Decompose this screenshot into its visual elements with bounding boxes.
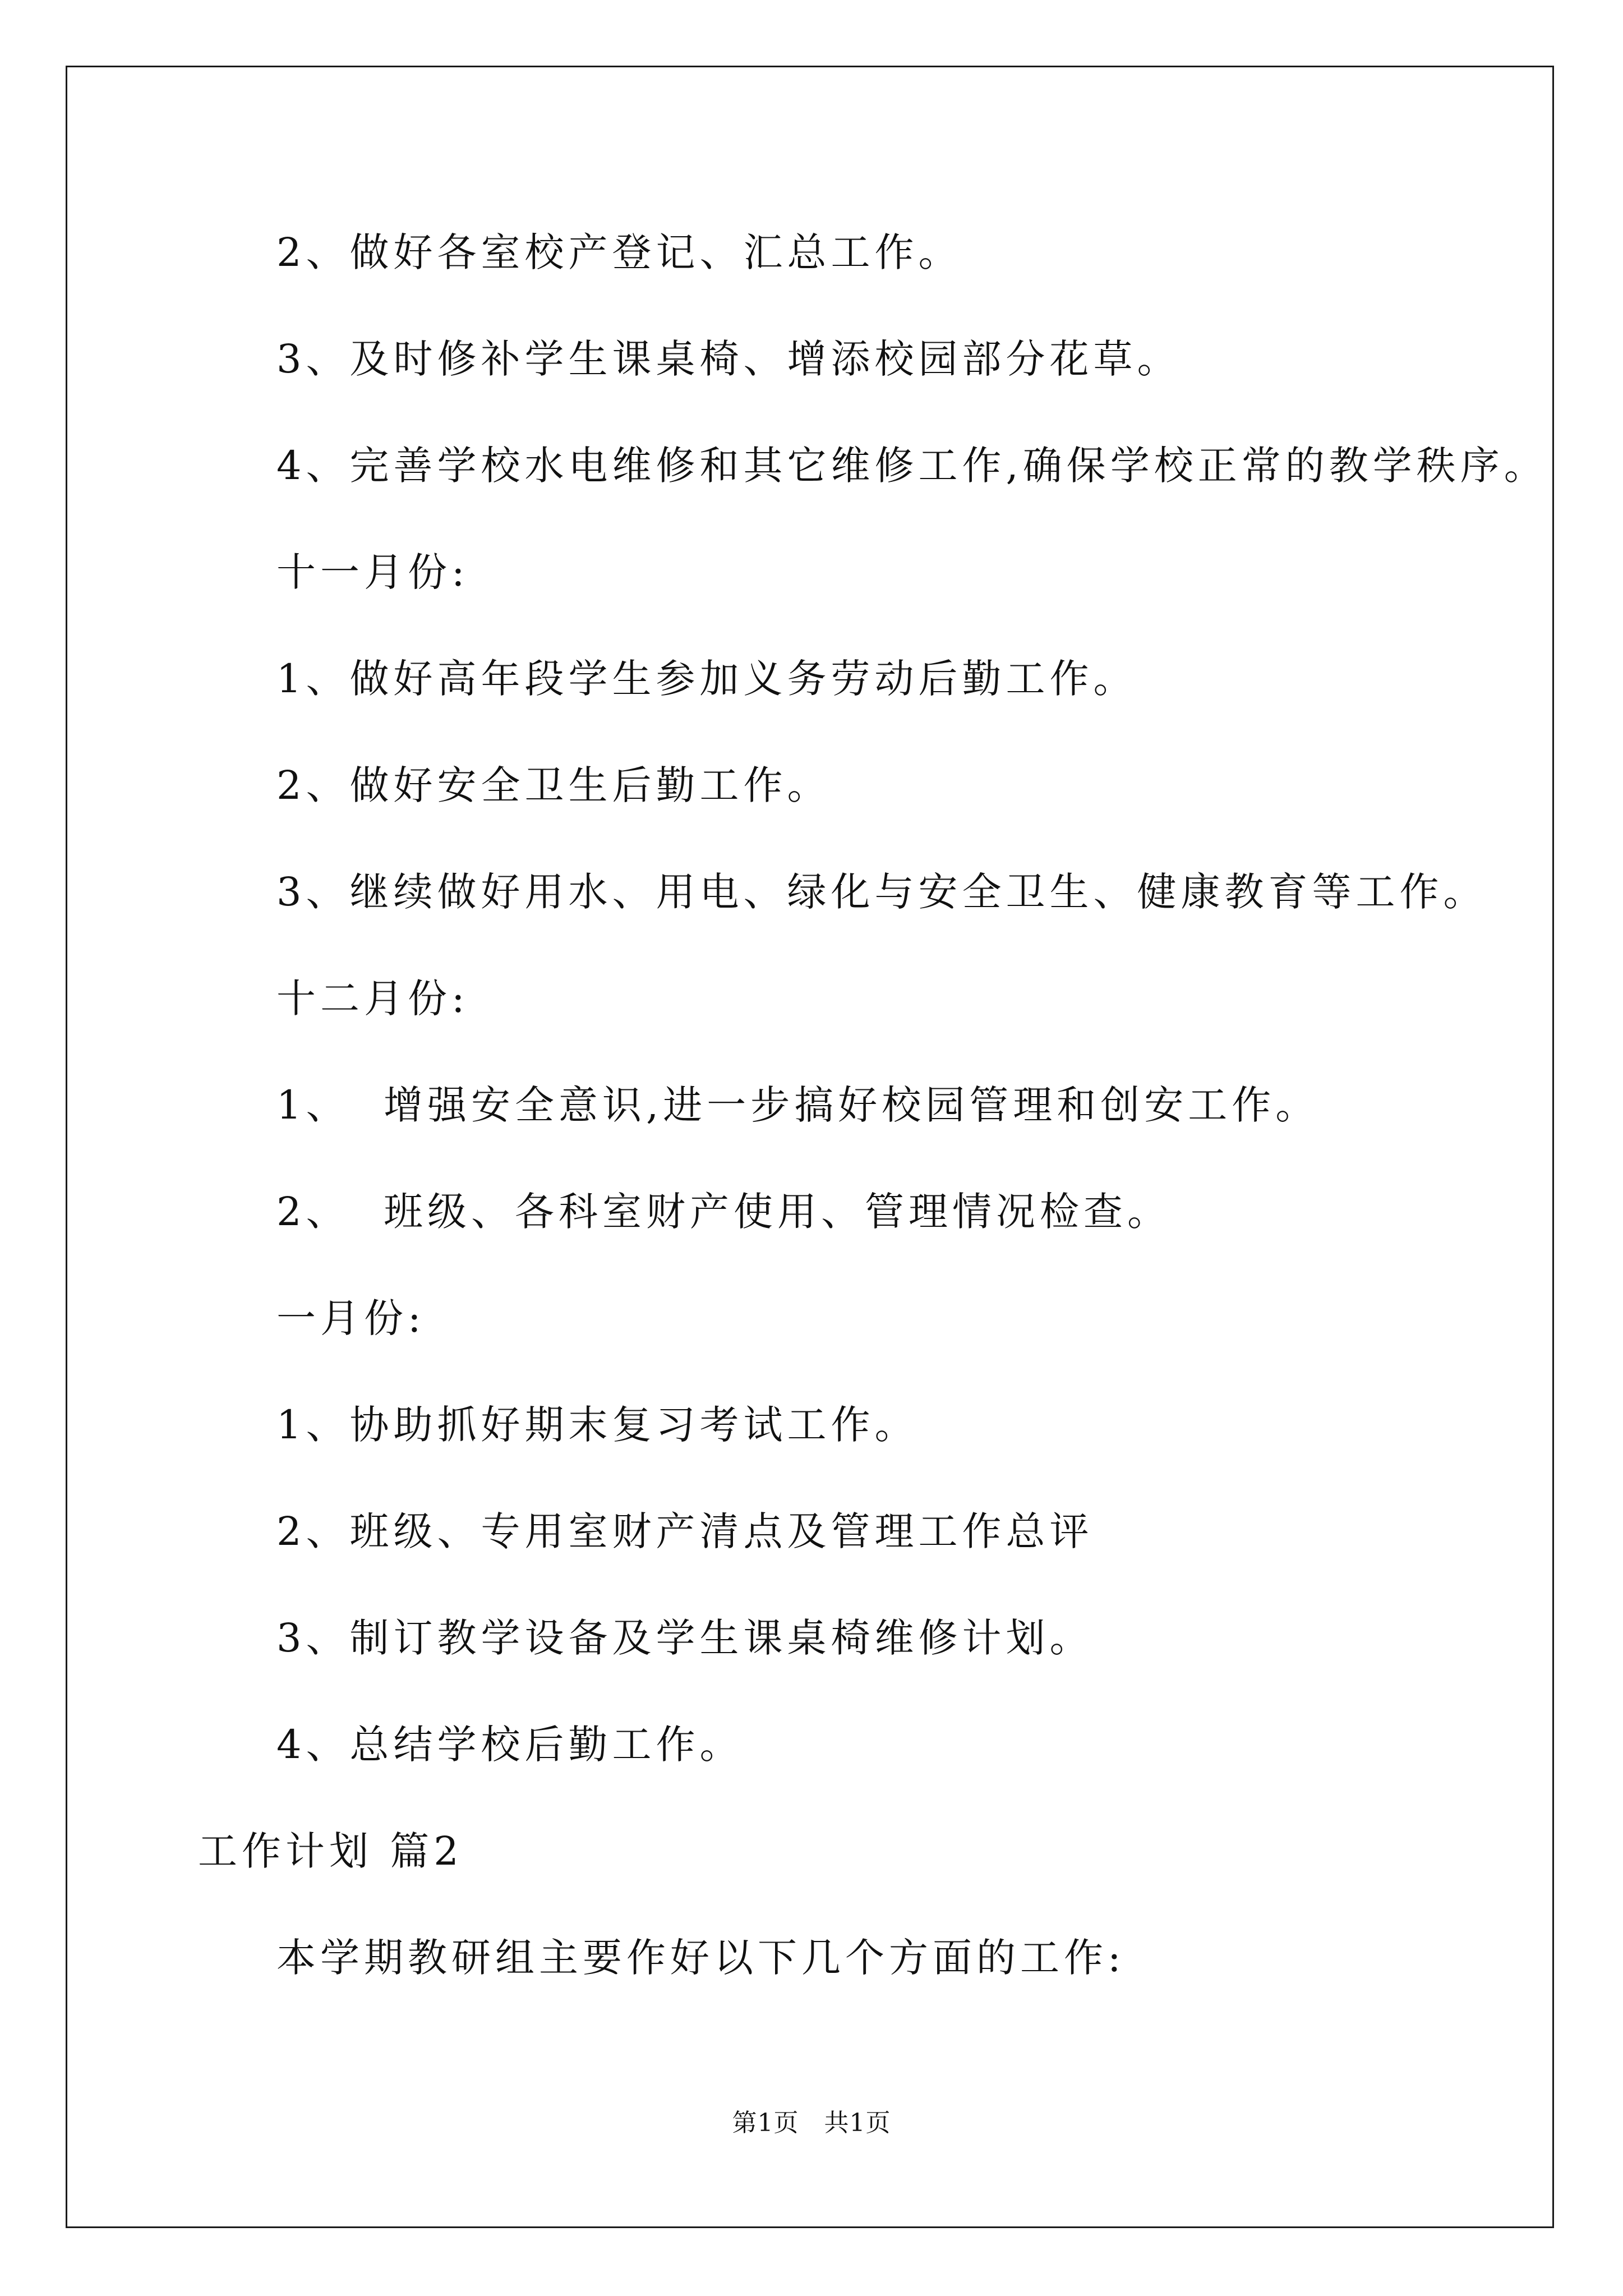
- plan-item-dec-1: 1、 增强安全意识,进一步搞好校园管理和创安工作。: [276, 1082, 1320, 1128]
- plan-item-jan-1: 1、协助抓好期末复习考试工作。: [276, 1402, 919, 1448]
- plan-item-jan-3: 3、制订教学设备及学生课桌椅维修计划。: [276, 1615, 1094, 1661]
- page-number-footer: 第1页 共1页: [732, 2109, 891, 2137]
- month-heading-december: 十二月份:: [276, 976, 469, 1022]
- plan-item-jan-2: 2、班级、专用室财产清点及管理工作总评: [276, 1508, 1094, 1554]
- plan-item-nov-2: 2、做好安全卫生后勤工作。: [276, 762, 831, 808]
- plan-item-oct-4: 4、完善学校水电维修和其它维修工作,确保学校正常的教学秩序。: [276, 443, 1548, 489]
- plan-item-nov-3: 3、继续做好用水、用电、绿化与安全卫生、健康教育等工作。: [276, 869, 1487, 915]
- section-intro: 本学期教研组主要作好以下几个方面的工作:: [276, 1935, 1126, 1981]
- plan-item-oct-3: 3、及时修补学生课桌椅、增添校园部分花草。: [276, 336, 1181, 382]
- month-heading-november: 十一月份:: [276, 549, 469, 595]
- page-border: [66, 66, 1554, 2228]
- plan-item-nov-1: 1、做好高年段学生参加义务劳动后勤工作。: [276, 656, 1137, 702]
- section-heading: 工作计划 篇2: [198, 1828, 463, 1874]
- plan-item-jan-4: 4、总结学校后勤工作。: [276, 1722, 744, 1768]
- plan-item-oct-2: 2、做好各室校产登记、汇总工作。: [276, 229, 962, 275]
- month-heading-january: 一月份:: [276, 1295, 426, 1341]
- plan-item-dec-2: 2、 班级、各科室财产使用、管理情况检查。: [276, 1189, 1172, 1235]
